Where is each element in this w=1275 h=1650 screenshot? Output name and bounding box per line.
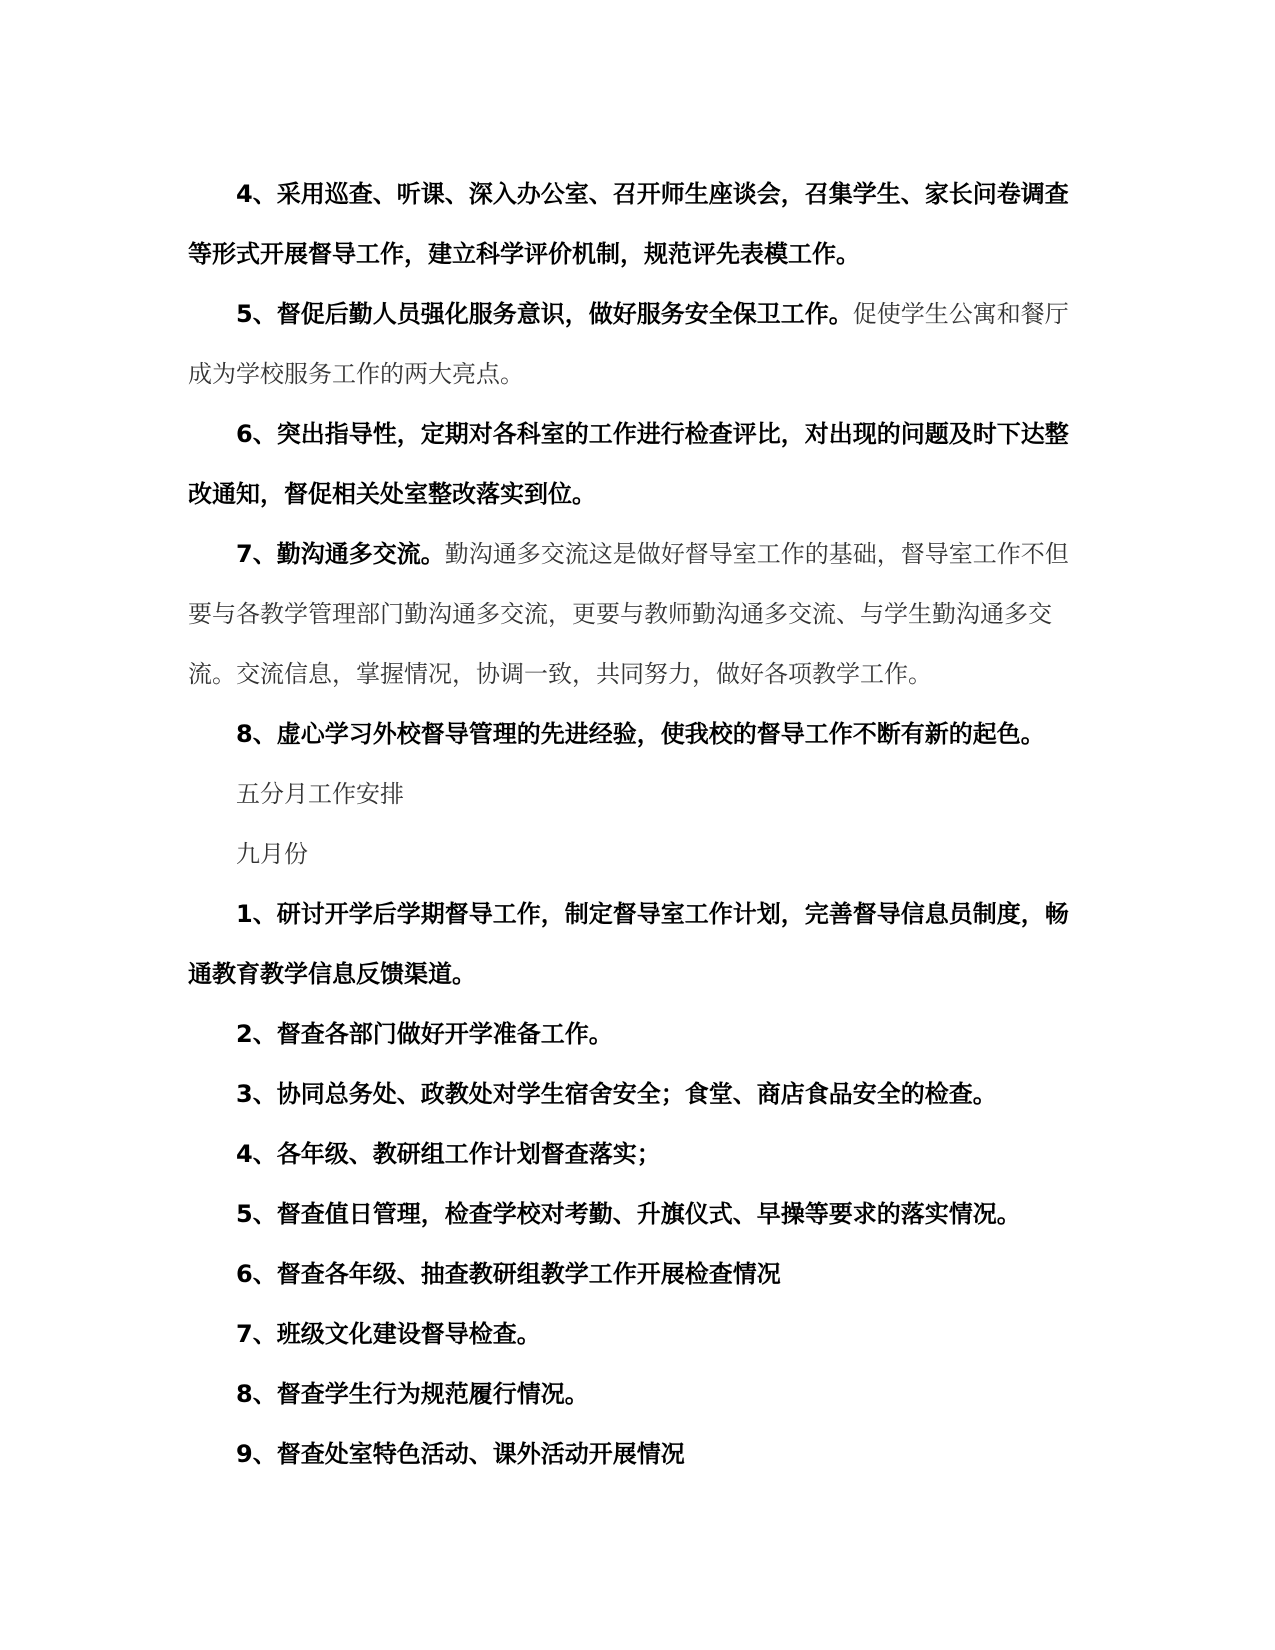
paragraph-item-4: 4、采用巡查、听课、深入办公室、召开师生座谈会，召集学生、家长问卷调查等形式开展督导工作，建立科学评价机制，规范评先表模工作。 [188,180,1069,268]
september-item-2: 2、督查各部门做好开学准备工作。 [236,1020,613,1048]
september-item-6: 6、督查各年级、抽查教研组教学工作开展检查情况 [236,1260,781,1288]
paragraph-item-6: 6、突出指导性，定期对各科室的工作进行检查评比，对出现的问题及时下达整改通知，督促相关处室整改落实到位。 [188,420,1069,508]
september-item-3: 3、协同总务处、政教处对学生宿舍安全；食堂、商店食品安全的检查。 [236,1080,997,1108]
september-item-9: 9、督查处室特色活动、课外活动开展情况 [236,1440,685,1468]
paragraph-item-5: 5、督促后勤人员强化服务意识，做好服务安全保卫工作。促使学生公寓和餐厅成为学校服务工作的两大亮点。 [188,300,1069,388]
september-item-5: 5、督查值日管理，检查学校对考勤、升旗仪式、早操等要求的落实情况。 [236,1200,1021,1228]
month-heading: 九月份 [236,840,308,868]
september-item-7: 7、班级文化建设督导检查。 [236,1320,541,1348]
paragraph-item-8: 8、虚心学习外校督导管理的先进经验，使我校的督导工作不断有新的起色。 [236,720,1045,748]
september-item-4: 4、各年级、教研组工作计划督查落实； [236,1140,661,1168]
document-body [188,164,1088,1484]
september-item-1: 1、研讨开学后学期督导工作，制定督导室工作计划，完善督导信息员制度，畅通教育教学信息反馈渠道。 [188,900,1069,988]
paragraph-item-7: 7、勤沟通多交流。勤沟通多交流这是做好督导室工作的基础，督导室工作不但要与各教学管理部门勤沟通多交流，更要与教师勤沟通多交流、与学生勤沟通多交流。交流信息，掌握情况，协调一致，共同努力，做好各项教学工作。 [188,540,1069,688]
section-heading: 五分月工作安排 [236,780,404,808]
september-item-8: 8、督查学生行为规范履行情况。 [236,1380,589,1408]
